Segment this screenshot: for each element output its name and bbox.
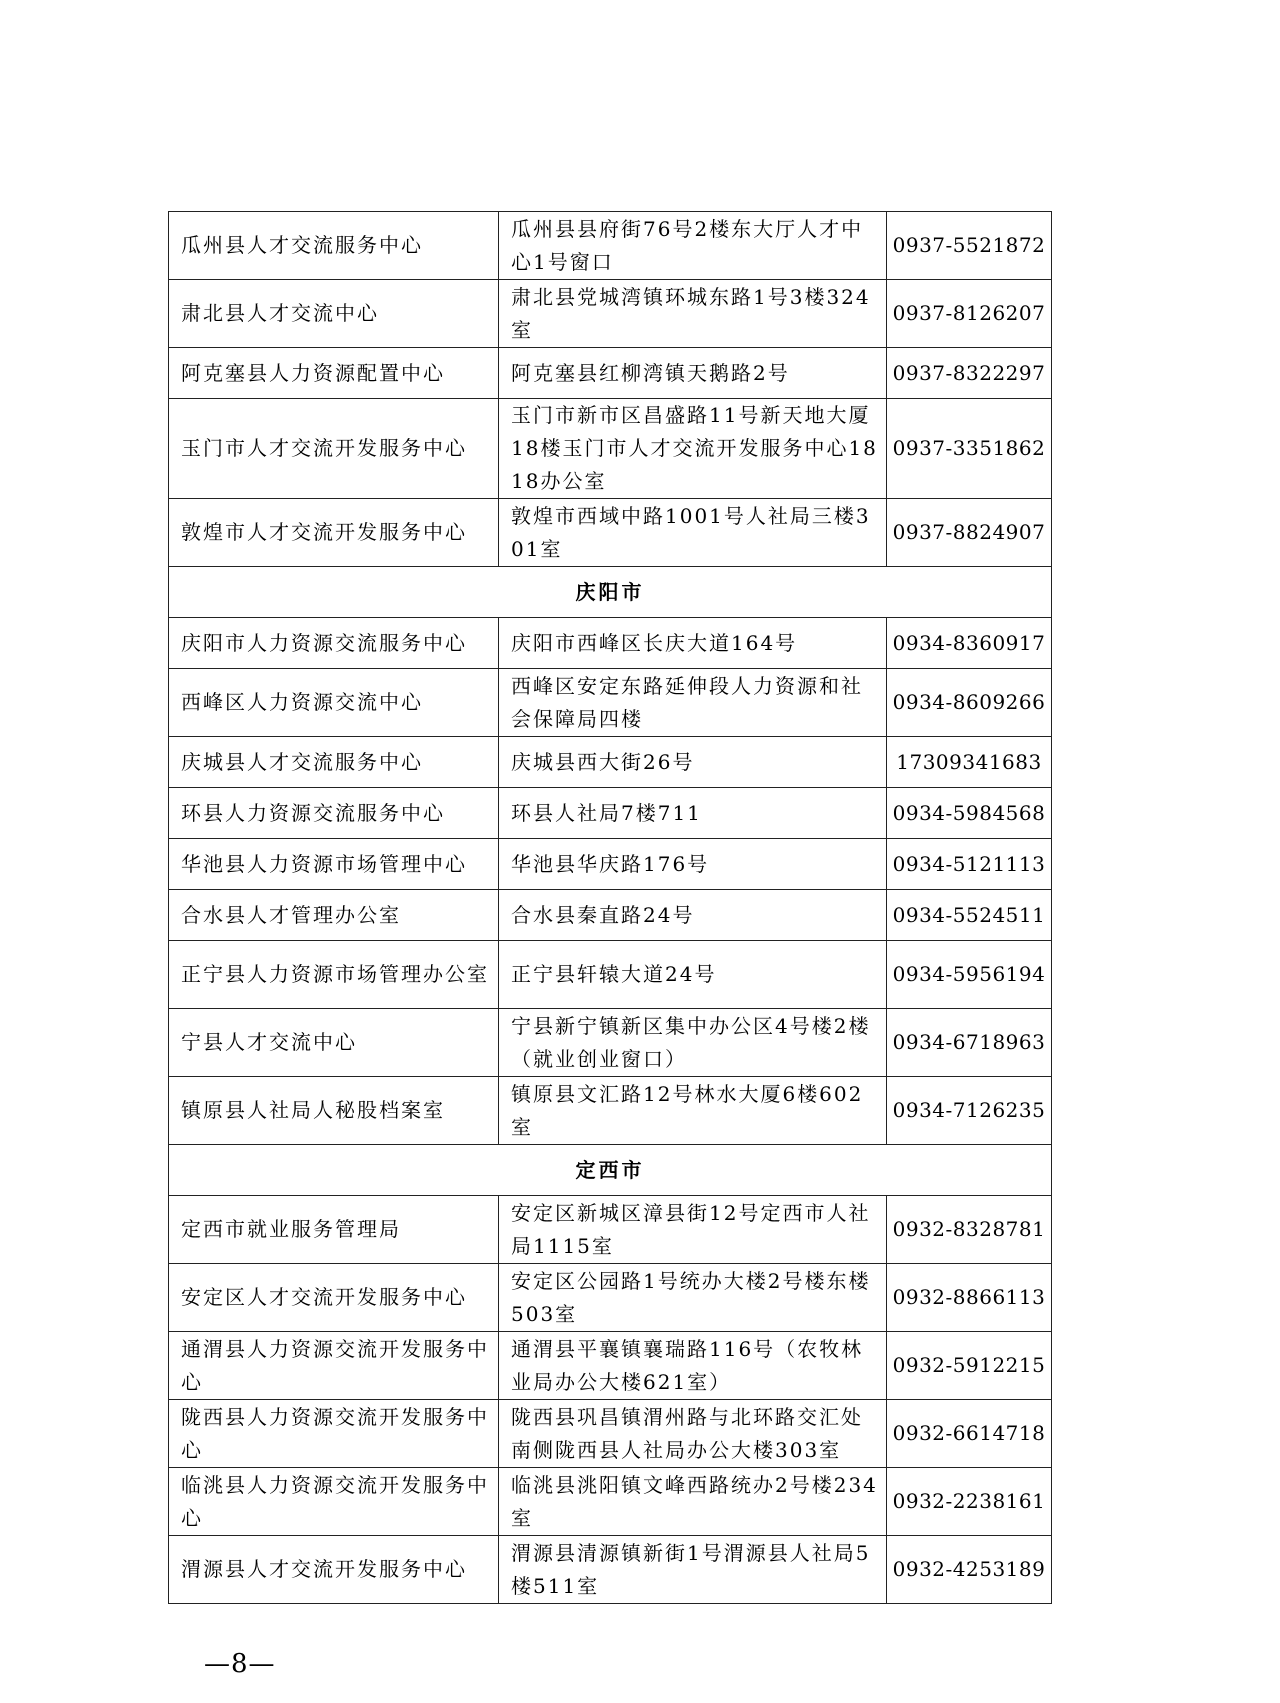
address: 肃北县党城湾镇环城东路1号3楼324室: [499, 280, 887, 348]
table-row: [169, 1400, 1052, 1468]
address: 瓜州县县府街76号2楼东大厅人才中心1号窗口: [499, 212, 887, 280]
phone-number: 0932-4253189: [887, 1536, 1052, 1604]
table-row: [169, 1264, 1052, 1332]
table-row: [169, 839, 1052, 890]
phone-number: 0934-5984568: [887, 788, 1052, 839]
organization-name: 临洮县人力资源交流开发服务中心: [169, 1468, 499, 1536]
phone-number: 0937-8126207: [887, 280, 1052, 348]
page-number: —8—: [204, 1649, 276, 1679]
address: 庆阳市西峰区长庆大道164号: [499, 618, 887, 669]
address: 镇原县文汇路12号林水大厦6楼602室: [499, 1077, 887, 1145]
phone-number: 0932-2238161: [887, 1468, 1052, 1536]
directory-table: [168, 211, 1052, 1604]
address: 环县人社局7楼711: [499, 788, 887, 839]
table-row: [169, 280, 1052, 348]
directory-table-body: [169, 212, 1052, 1604]
section-header-row: [169, 567, 1052, 618]
table-row: [169, 788, 1052, 839]
organization-name: 华池县人力资源市场管理中心: [169, 839, 499, 890]
organization-name: 庆阳市人力资源交流服务中心: [169, 618, 499, 669]
organization-name: 通渭县人力资源交流开发服务中心: [169, 1332, 499, 1400]
address: 安定区新城区漳县街12号定西市人社局1115室: [499, 1196, 887, 1264]
phone-number: 0934-7126235: [887, 1077, 1052, 1145]
organization-name: 合水县人才管理办公室: [169, 890, 499, 941]
table-row: [169, 1077, 1052, 1145]
address: 通渭县平襄镇襄瑞路116号（农牧林业局办公大楼621室）: [499, 1332, 887, 1400]
table-row: [169, 1009, 1052, 1077]
address: 临洮县洮阳镇文峰西路统办2号楼234室: [499, 1468, 887, 1536]
section-title: 庆阳市: [169, 567, 1052, 618]
table-row: [169, 212, 1052, 280]
address: 敦煌市西域中路1001号人社局三楼301室: [499, 499, 887, 567]
table-row: [169, 890, 1052, 941]
table-row: [169, 618, 1052, 669]
phone-number: 0932-8328781: [887, 1196, 1052, 1264]
section-header-row: [169, 1145, 1052, 1196]
phone-number: 0937-8824907: [887, 499, 1052, 567]
phone-number: 0934-5121113: [887, 839, 1052, 890]
address: 宁县新宁镇新区集中办公区4号楼2楼（就业创业窗口）: [499, 1009, 887, 1077]
phone-number: 0932-8866113: [887, 1264, 1052, 1332]
organization-name: 西峰区人力资源交流中心: [169, 669, 499, 737]
address: 渭源县清源镇新街1号渭源县人社局5楼511室: [499, 1536, 887, 1604]
organization-name: 渭源县人才交流开发服务中心: [169, 1536, 499, 1604]
address: 合水县秦直路24号: [499, 890, 887, 941]
table-row: [169, 499, 1052, 567]
phone-number: 17309341683: [887, 737, 1052, 788]
phone-number: 0932-5912215: [887, 1332, 1052, 1400]
phone-number: 0937-5521872: [887, 212, 1052, 280]
organization-name: 宁县人才交流中心: [169, 1009, 499, 1077]
address: 华池县华庆路176号: [499, 839, 887, 890]
phone-number: 0937-3351862: [887, 399, 1052, 499]
address: 庆城县西大街26号: [499, 737, 887, 788]
address: 玉门市新市区昌盛路11号新天地大厦18楼玉门市人才交流开发服务中心1818办公室: [499, 399, 887, 499]
phone-number: 0934-8609266: [887, 669, 1052, 737]
table-row: [169, 1468, 1052, 1536]
table-row: [169, 737, 1052, 788]
address: 安定区公园路1号统办大楼2号楼东楼503室: [499, 1264, 887, 1332]
table-row: [169, 1332, 1052, 1400]
address: 阿克塞县红柳湾镇天鹅路2号: [499, 348, 887, 399]
address: 正宁县轩辕大道24号: [499, 941, 887, 1009]
table-row: [169, 348, 1052, 399]
address: 陇西县巩昌镇渭州路与北环路交汇处南侧陇西县人社局办公大楼303室: [499, 1400, 887, 1468]
table-row: [169, 1536, 1052, 1604]
organization-name: 庆城县人才交流服务中心: [169, 737, 499, 788]
organization-name: 敦煌市人才交流开发服务中心: [169, 499, 499, 567]
phone-number: 0934-8360917: [887, 618, 1052, 669]
table-row: [169, 941, 1052, 1009]
phone-number: 0937-8322297: [887, 348, 1052, 399]
organization-name: 定西市就业服务管理局: [169, 1196, 499, 1264]
section-title: 定西市: [169, 1145, 1052, 1196]
table-row: [169, 399, 1052, 499]
organization-name: 瓜州县人才交流服务中心: [169, 212, 499, 280]
table-row: [169, 1196, 1052, 1264]
organization-name: 肃北县人才交流中心: [169, 280, 499, 348]
organization-name: 阿克塞县人力资源配置中心: [169, 348, 499, 399]
phone-number: 0934-5956194: [887, 941, 1052, 1009]
phone-number: 0934-5524511: [887, 890, 1052, 941]
organization-name: 正宁县人力资源市场管理办公室: [169, 941, 499, 1009]
organization-name: 镇原县人社局人秘股档案室: [169, 1077, 499, 1145]
organization-name: 陇西县人力资源交流开发服务中心: [169, 1400, 499, 1468]
organization-name: 玉门市人才交流开发服务中心: [169, 399, 499, 499]
address: 西峰区安定东路延伸段人力资源和社会保障局四楼: [499, 669, 887, 737]
phone-number: 0934-6718963: [887, 1009, 1052, 1077]
table-row: [169, 669, 1052, 737]
organization-name: 安定区人才交流开发服务中心: [169, 1264, 499, 1332]
organization-name: 环县人力资源交流服务中心: [169, 788, 499, 839]
phone-number: 0932-6614718: [887, 1400, 1052, 1468]
